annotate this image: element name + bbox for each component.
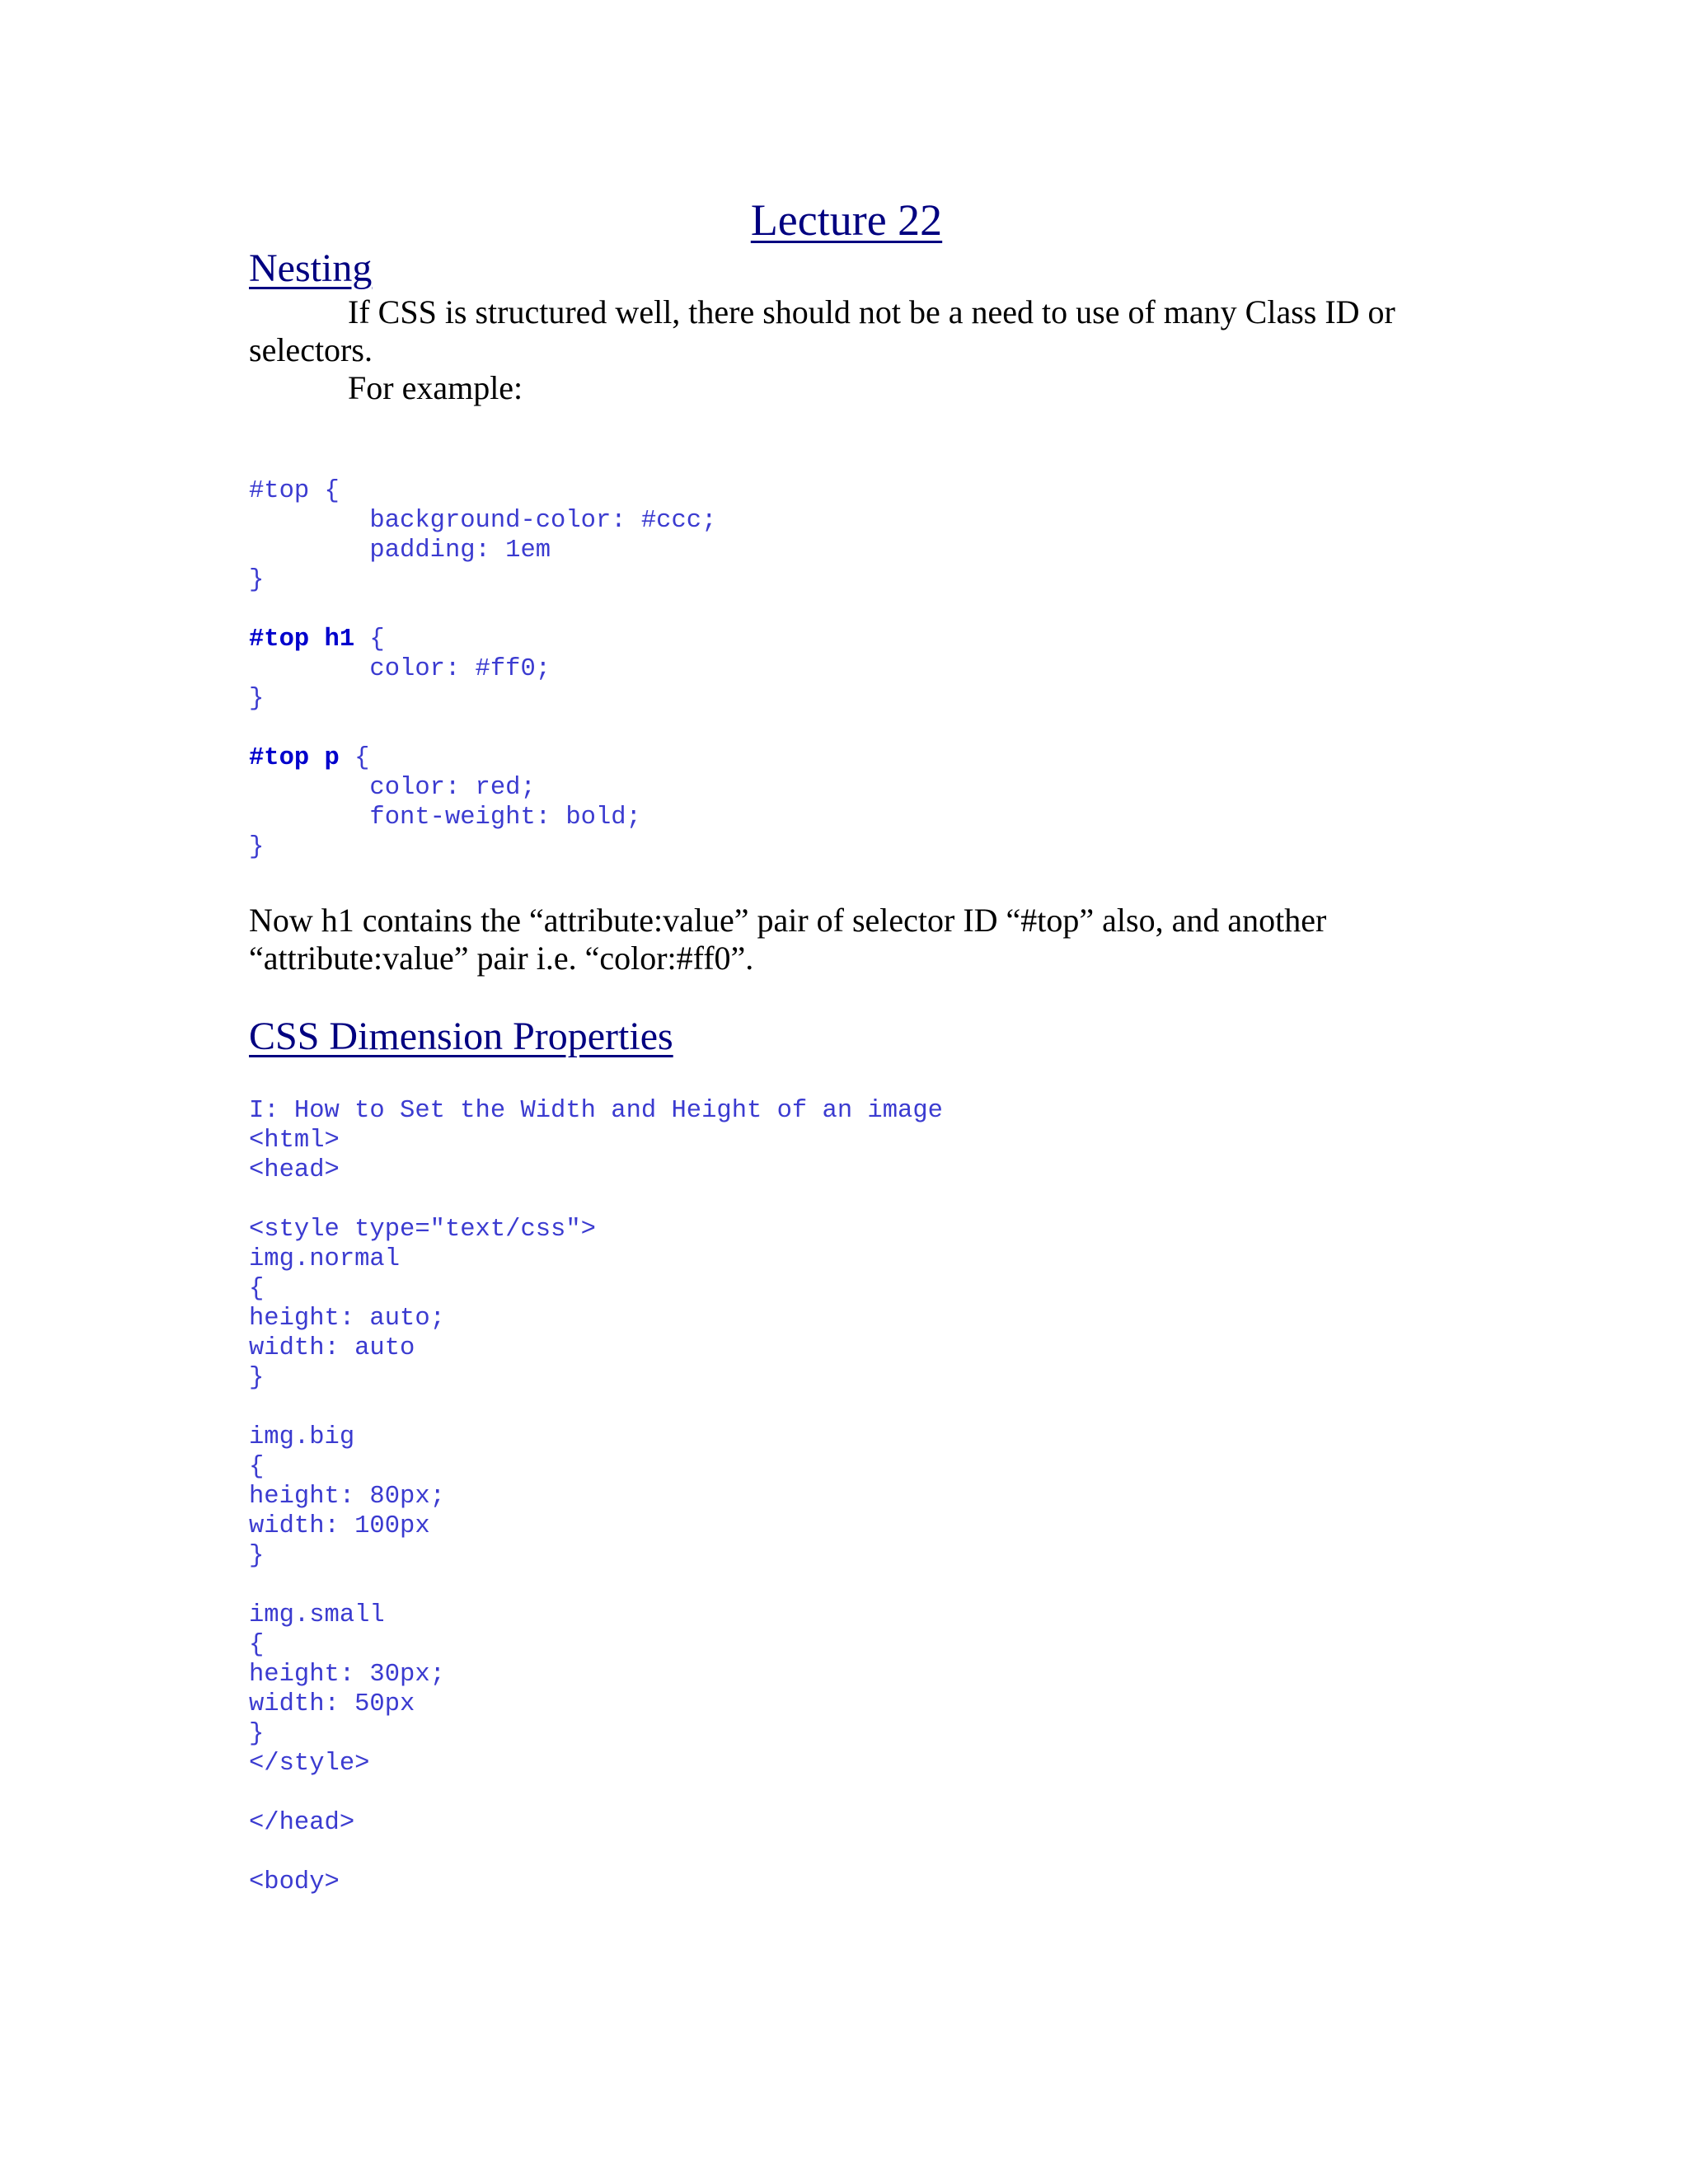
code-line	[249, 1571, 943, 1601]
code-line: <style type="text/css">	[249, 1216, 596, 1244]
code-line	[249, 1779, 943, 1808]
code-line: }	[249, 1364, 265, 1392]
code-line: </style>	[249, 1750, 370, 1778]
code-selector: #top p	[249, 744, 340, 772]
code-line: I: How to Set the Width and Height of an image	[249, 1097, 943, 1125]
code-line: width: 100px	[249, 1512, 430, 1540]
code-text: color: red;	[249, 774, 536, 802]
nesting-intro-line: If CSS is structured well, there should not be a need to use of many Class ID or	[348, 293, 1395, 330]
code-text: }	[249, 566, 265, 594]
code-line: width: auto	[249, 1334, 415, 1362]
code-line	[249, 565, 716, 595]
code-text: #top {	[249, 477, 340, 505]
code-line	[249, 743, 716, 773]
nesting-summary-line: Now h1 contains the “attribute:value” pair of selector ID “#top” also, and another	[249, 902, 1327, 939]
code-line	[249, 625, 716, 654]
code-text: }	[249, 685, 265, 713]
code-line: img.small	[249, 1601, 385, 1629]
dimension-code-block	[249, 1096, 943, 1897]
code-line	[249, 654, 716, 684]
nesting-summary-line: “attribute:value” pair i.e. “color:#ff0”.	[249, 940, 754, 977]
code-line: img.big	[249, 1423, 355, 1451]
code-text: font-weight: bold;	[249, 804, 641, 832]
code-line	[249, 1393, 943, 1422]
example-label: For example:	[348, 369, 523, 406]
code-text: padding: 1em	[249, 537, 551, 565]
nesting-intro-paragraph	[249, 293, 1395, 407]
code-line	[249, 595, 716, 625]
code-line: <html>	[249, 1127, 340, 1155]
nesting-code-block	[249, 476, 716, 862]
code-line: }	[249, 1542, 265, 1570]
code-line	[249, 714, 716, 743]
code-line: height: 30px;	[249, 1661, 445, 1689]
section-heading-nesting: Nesting	[249, 246, 373, 290]
code-line: {	[249, 1631, 265, 1659]
code-text: }	[249, 833, 265, 861]
code-line: img.normal	[249, 1245, 401, 1273]
code-line: {	[249, 1275, 265, 1303]
code-line	[249, 803, 716, 832]
code-line	[249, 1185, 943, 1215]
code-text: background-color: #ccc;	[249, 507, 717, 535]
code-line: <body>	[249, 1868, 340, 1896]
page-title: Lecture 22	[750, 195, 943, 245]
code-line	[249, 536, 716, 565]
code-line: {	[249, 1453, 265, 1481]
code-line: <head>	[249, 1156, 340, 1184]
code-line	[249, 476, 716, 506]
code-line: height: 80px;	[249, 1483, 445, 1511]
code-line: width: 50px	[249, 1690, 415, 1718]
nesting-intro-line: selectors.	[249, 331, 373, 368]
code-line	[249, 684, 716, 714]
code-line	[249, 1838, 943, 1868]
code-text: color: #ff0;	[249, 655, 551, 683]
section-heading-dimension: CSS Dimension Properties	[249, 1015, 673, 1058]
code-line	[249, 832, 716, 862]
code-text: {	[354, 626, 385, 654]
code-text: {	[339, 744, 370, 772]
code-selector: #top h1	[249, 626, 355, 654]
nesting-summary-paragraph	[249, 902, 1326, 977]
code-line: height: auto;	[249, 1305, 445, 1333]
code-line: }	[249, 1720, 265, 1748]
code-line	[249, 506, 716, 536]
code-line	[249, 773, 716, 803]
code-line: </head>	[249, 1809, 355, 1837]
